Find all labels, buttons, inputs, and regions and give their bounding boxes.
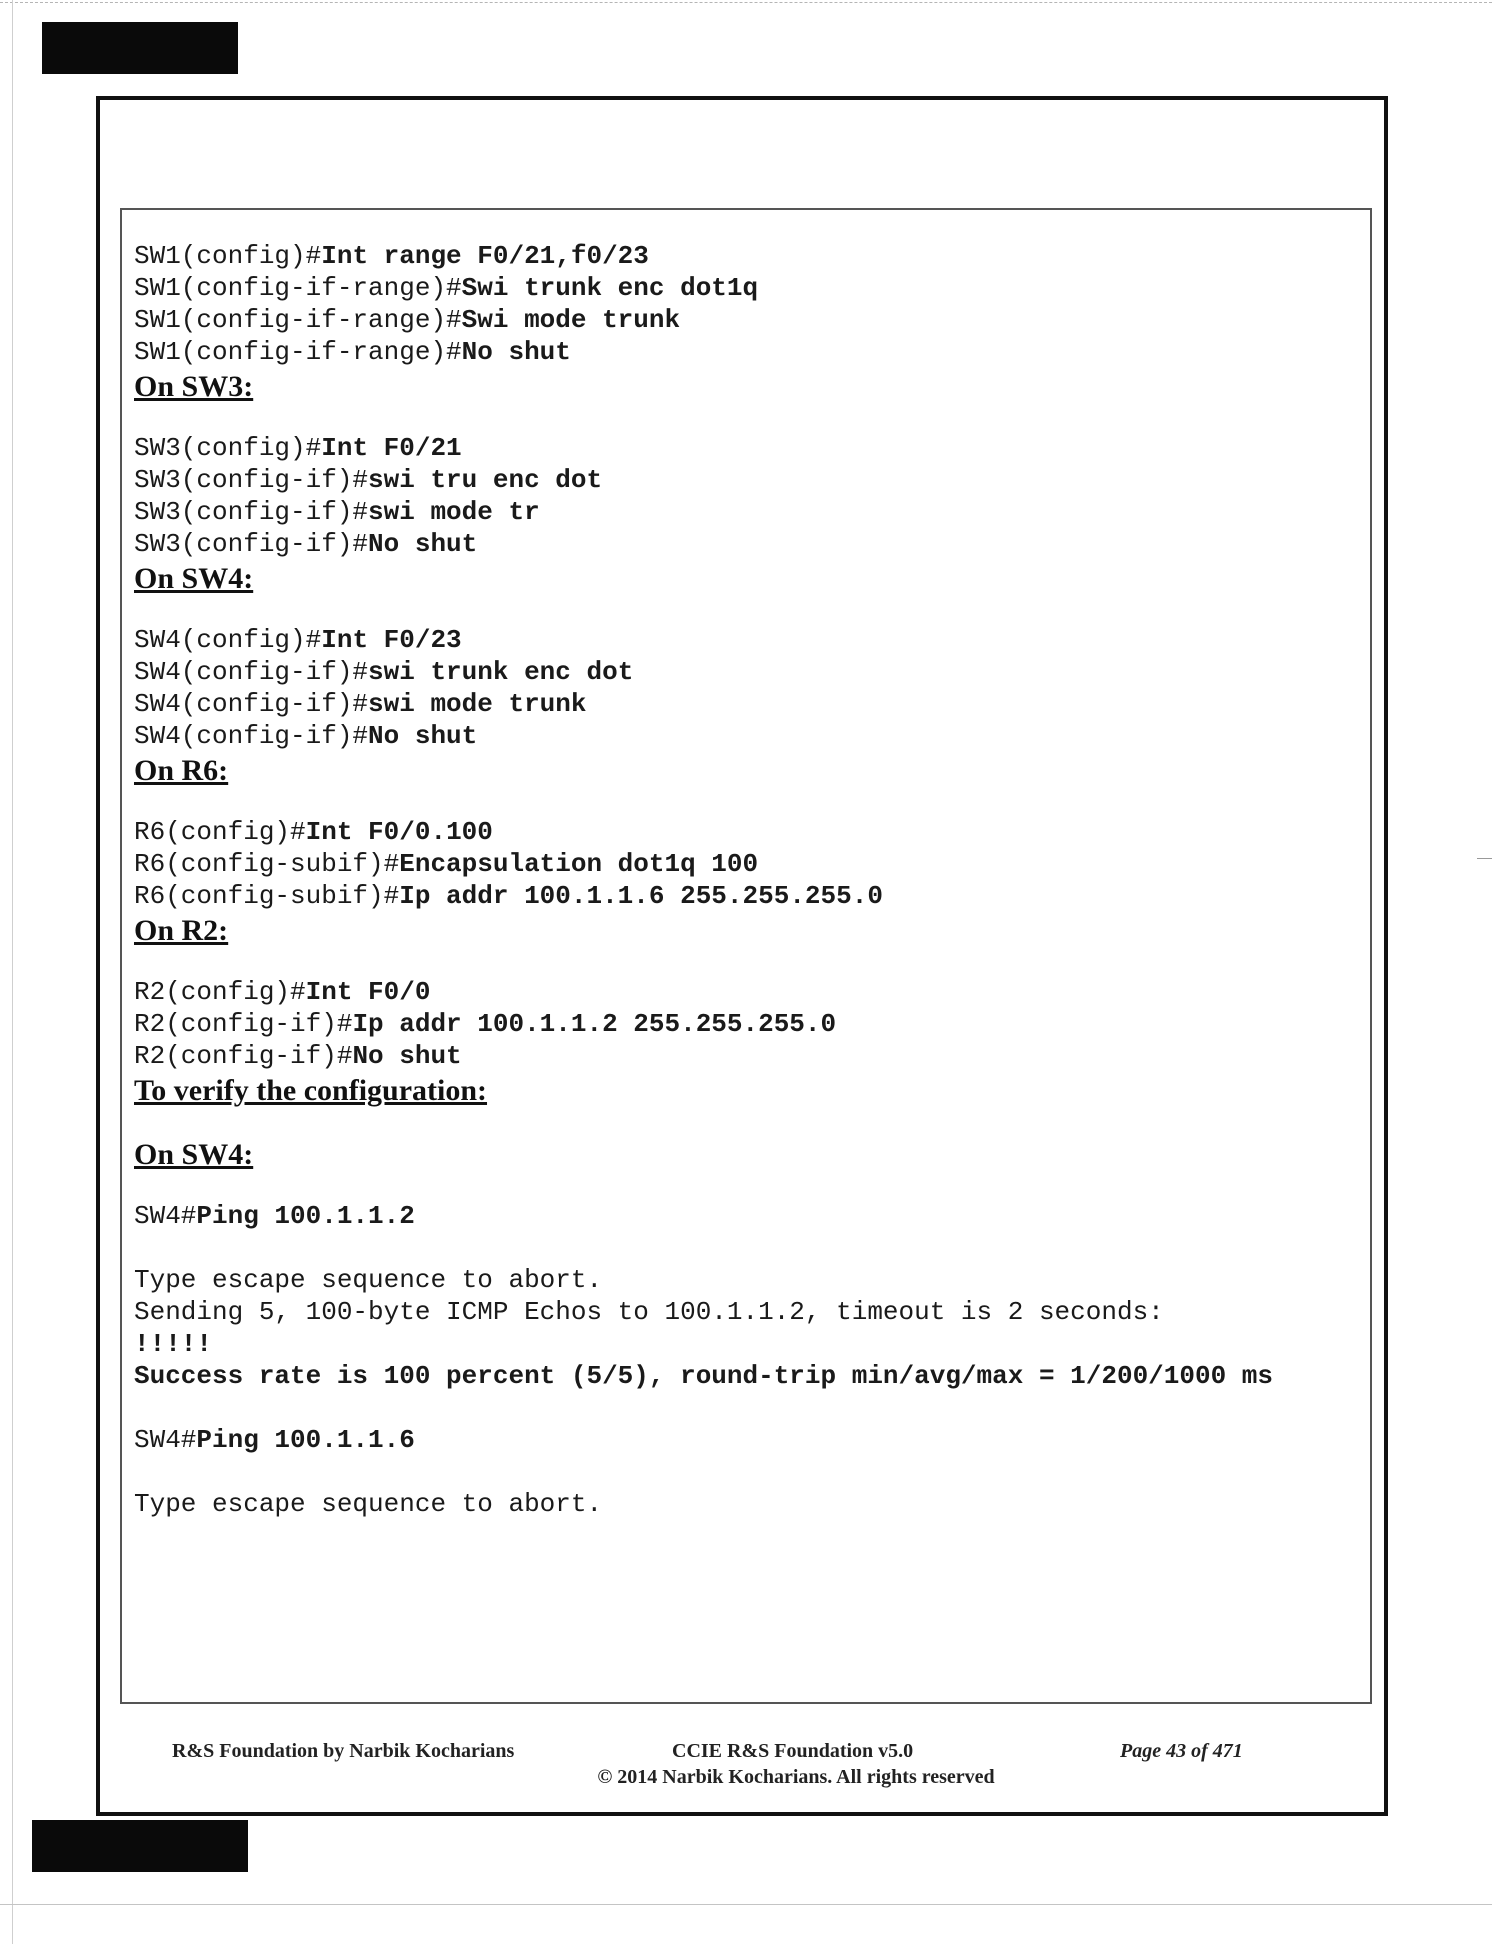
cli-command-line bbox=[134, 1008, 1364, 1040]
cli-command: Encapsulation dot1q 100 bbox=[399, 849, 759, 879]
cli-command: Int F0/21 bbox=[321, 433, 462, 463]
cli-output-line: !!!!! bbox=[134, 1329, 213, 1359]
cli-command-line bbox=[134, 976, 1364, 1008]
scan-edge-top bbox=[0, 2, 1492, 3]
cli-prompt: SW4(config-if)# bbox=[134, 721, 369, 751]
config-lines bbox=[134, 240, 1364, 1520]
cli-command-line bbox=[134, 688, 1364, 720]
cli-command-line bbox=[134, 272, 1364, 304]
cli-command-line bbox=[134, 496, 1364, 528]
cli-command: Swi trunk enc dot1q bbox=[461, 273, 759, 303]
cli-command: Int F0/0.100 bbox=[305, 817, 493, 847]
cli-prompt: SW3(config-if)# bbox=[134, 465, 369, 495]
cli-prompt: R6(config-subif)# bbox=[134, 881, 400, 911]
cli-prompt: R2(config)# bbox=[134, 977, 306, 1007]
cli-command: No shut bbox=[368, 529, 478, 559]
footer-author: R&S Foundation by Narbik Kocharians bbox=[172, 1740, 515, 1762]
cli-command-line bbox=[134, 1040, 1364, 1072]
redaction-block-top bbox=[42, 22, 238, 74]
cli-command: Ping 100.1.1.6 bbox=[196, 1425, 415, 1455]
cli-prompt: SW3(config)# bbox=[134, 433, 322, 463]
cli-command: swi mode tr bbox=[368, 497, 540, 527]
section-heading: On R6: bbox=[134, 754, 229, 787]
cli-command-line bbox=[134, 304, 1364, 336]
cli-prompt: SW4# bbox=[134, 1425, 197, 1455]
cli-prompt: SW3(config-if)# bbox=[134, 529, 369, 559]
cli-command-line bbox=[134, 624, 1364, 656]
footer-copyright: © 2014 Narbik Kocharians. All rights reserved bbox=[597, 1766, 995, 1788]
footer-page-number: Page 43 of 471 bbox=[1120, 1740, 1243, 1762]
cli-prompt: R2(config-if)# bbox=[134, 1041, 353, 1071]
cli-prompt: SW1(config)# bbox=[134, 241, 322, 271]
cli-prompt: R2(config-if)# bbox=[134, 1009, 353, 1039]
cli-command-line bbox=[134, 432, 1364, 464]
cli-command-line bbox=[134, 1200, 1364, 1232]
cli-prompt: R6(config-subif)# bbox=[134, 849, 400, 879]
cli-command-line bbox=[134, 528, 1364, 560]
cli-command-line bbox=[134, 720, 1364, 752]
cli-command-line bbox=[134, 1424, 1364, 1456]
cli-output-line: Success rate is 100 percent (5/5), round-trip min/avg/max = 1/200/1000 ms bbox=[134, 1361, 1273, 1391]
cli-command: swi trunk enc dot bbox=[368, 657, 634, 687]
cli-command: Int F0/0 bbox=[305, 977, 431, 1007]
scan-edge-left bbox=[12, 0, 13, 1944]
redaction-block-bottom bbox=[32, 1820, 248, 1872]
cli-command: swi mode trunk bbox=[368, 689, 587, 719]
cli-prompt: SW4(config-if)# bbox=[134, 689, 369, 719]
cli-command: No shut bbox=[461, 337, 571, 367]
page-footer bbox=[120, 1740, 1372, 1789]
cli-command: swi tru enc dot bbox=[368, 465, 603, 495]
cli-command: Int F0/23 bbox=[321, 625, 462, 655]
cli-prompt: R6(config)# bbox=[134, 817, 306, 847]
cli-command: Int range F0/21,f0/23 bbox=[321, 241, 649, 271]
cli-command: No shut bbox=[352, 1041, 462, 1071]
config-content-box bbox=[120, 208, 1372, 1704]
cli-command: Swi mode trunk bbox=[461, 305, 681, 335]
cli-command-line bbox=[134, 848, 1364, 880]
scan-edge-bottom bbox=[0, 1904, 1492, 1905]
cli-command: No shut bbox=[368, 721, 478, 751]
cli-command-line bbox=[134, 336, 1364, 368]
cli-command: Ip addr 100.1.1.6 255.255.255.0 bbox=[399, 881, 883, 911]
margin-mark bbox=[1477, 858, 1492, 859]
cli-prompt: SW1(config-if-range)# bbox=[134, 305, 462, 335]
blank-line bbox=[134, 1456, 1364, 1488]
cli-prompt: SW4(config)# bbox=[134, 625, 322, 655]
blank-line bbox=[134, 1232, 1364, 1264]
cli-command-line bbox=[134, 464, 1364, 496]
section-heading: On SW3: bbox=[134, 370, 254, 403]
footer-row bbox=[120, 1740, 1372, 1766]
section-heading: On SW4: bbox=[134, 562, 254, 595]
cli-command: Ping 100.1.1.2 bbox=[196, 1201, 415, 1231]
cli-command: Ip addr 100.1.1.2 255.255.255.0 bbox=[352, 1009, 837, 1039]
cli-output-line: Sending 5, 100-byte ICMP Echos to 100.1.1.2, timeout is 2 seconds: bbox=[134, 1297, 1164, 1327]
cli-output-line: Type escape sequence to abort. bbox=[134, 1489, 603, 1519]
cli-prompt: SW1(config-if-range)# bbox=[134, 337, 462, 367]
section-heading: On SW4: bbox=[134, 1138, 254, 1171]
section-heading: On R2: bbox=[134, 914, 229, 947]
cli-command-line bbox=[134, 240, 1364, 272]
cli-prompt: SW4(config-if)# bbox=[134, 657, 369, 687]
blank-line bbox=[134, 1392, 1364, 1424]
cli-output-line: Type escape sequence to abort. bbox=[134, 1265, 603, 1295]
section-heading: To verify the configuration: bbox=[134, 1074, 488, 1107]
cli-prompt: SW4# bbox=[134, 1201, 197, 1231]
footer-course: CCIE R&S Foundation v5.0 bbox=[672, 1740, 914, 1762]
cli-command-line bbox=[134, 656, 1364, 688]
cli-prompt: SW3(config-if)# bbox=[134, 497, 369, 527]
cli-command-line bbox=[134, 880, 1364, 912]
cli-command-line bbox=[134, 816, 1364, 848]
cli-prompt: SW1(config-if-range)# bbox=[134, 273, 462, 303]
